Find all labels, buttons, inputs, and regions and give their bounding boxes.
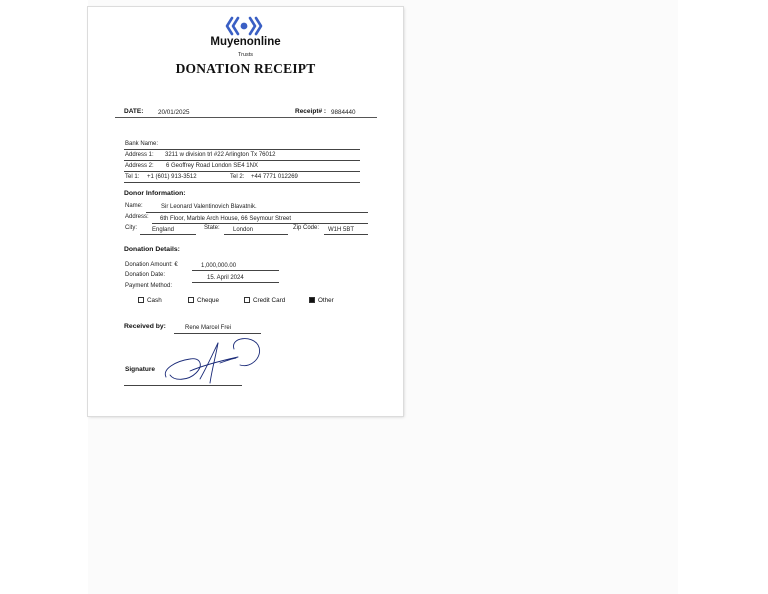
payment-method-label: Payment Method: <box>125 283 173 289</box>
cash-checkbox[interactable] <box>138 297 144 303</box>
tel1-value: +1 (601) 913-3512 <box>147 174 197 180</box>
donor-name-line <box>146 212 368 213</box>
received-by-label: Received by: <box>124 323 166 330</box>
bank-name-line <box>124 149 360 150</box>
donation-details-heading: Donation Details: <box>124 246 180 253</box>
zip-line <box>324 234 368 235</box>
signature-label: Signature <box>125 366 155 373</box>
tel-line <box>124 182 360 183</box>
bank-name-label: Bank Name: <box>125 141 159 147</box>
donation-amount-line <box>192 270 279 271</box>
cash-label: Cash <box>147 297 162 304</box>
donor-address-value: 6th Floor, Marble Arch House, 66 Seymour Street <box>160 216 292 222</box>
donor-address-label: Address: <box>125 214 149 220</box>
city-line <box>140 234 196 235</box>
address2-line <box>124 171 360 172</box>
payment-option-cheque[interactable] <box>188 297 219 304</box>
receipt-number-label: Receipt# : <box>295 108 327 115</box>
donor-name-label: Name: <box>125 203 143 209</box>
state-line <box>224 234 288 235</box>
tel2-value: +44 7771 012269 <box>251 174 298 180</box>
donation-amount-label: Donation Amount: € <box>125 262 178 268</box>
organization-subtitle: Trusts <box>237 52 254 58</box>
state-label: State: <box>204 225 220 231</box>
city-label: City: <box>125 225 137 231</box>
header-divider <box>115 117 377 118</box>
received-by-value: Rene Marcel Frei <box>185 325 232 331</box>
cheque-label: Cheque <box>197 297 220 304</box>
donation-receipt <box>88 7 403 416</box>
credit-card-label: Credit Card <box>253 297 286 304</box>
receipt-title: DONATION RECEIPT <box>175 61 316 76</box>
donation-date-value: 15. April 2024 <box>207 275 244 281</box>
address2-label: Address 2: <box>125 163 154 169</box>
state-value: London <box>233 227 254 233</box>
donation-date-label: Donation Date: <box>125 272 166 278</box>
organization-name: Muyenonline <box>210 36 281 48</box>
donation-amount-value: 1,000,000.00 <box>201 263 237 269</box>
address1-line <box>124 160 360 161</box>
address2-value: 6 Geoffrey Road London SE4 1NX <box>166 163 258 169</box>
donor-name-value: Sir Leonard Valentinovich Blavatnik. <box>161 204 257 210</box>
tel1-label: Tel 1: <box>125 174 140 180</box>
receipt-number-value: 9884440 <box>331 109 356 116</box>
credit-card-checkbox[interactable] <box>244 297 250 303</box>
address1-value: 3211 w division trl #22 Arlington Tx 76012 <box>165 152 276 158</box>
organization-logo-icon <box>224 15 264 37</box>
payment-option-other[interactable] <box>309 297 334 304</box>
handwritten-signature <box>160 335 266 387</box>
other-label: Other <box>318 297 334 304</box>
payment-option-cash[interactable] <box>138 297 162 304</box>
received-by-line <box>174 333 261 334</box>
donation-date-line <box>192 282 279 283</box>
zip-label: Zip Code: <box>293 225 320 231</box>
date-label: DATE: <box>124 108 144 115</box>
date-value: 20/01/2025 <box>158 109 190 116</box>
cheque-checkbox[interactable] <box>188 297 194 303</box>
address1-label: Address 1: <box>125 152 154 158</box>
zip-value: W1H 5BT <box>328 227 355 233</box>
donor-info-heading: Donor Information: <box>124 190 186 197</box>
city-value: England <box>152 227 175 233</box>
payment-option-credit-card[interactable] <box>244 297 285 304</box>
other-checkbox[interactable] <box>309 297 315 303</box>
donor-address-line <box>152 223 368 224</box>
tel2-label: Tel 2: <box>230 174 245 180</box>
signature-line <box>124 385 242 386</box>
